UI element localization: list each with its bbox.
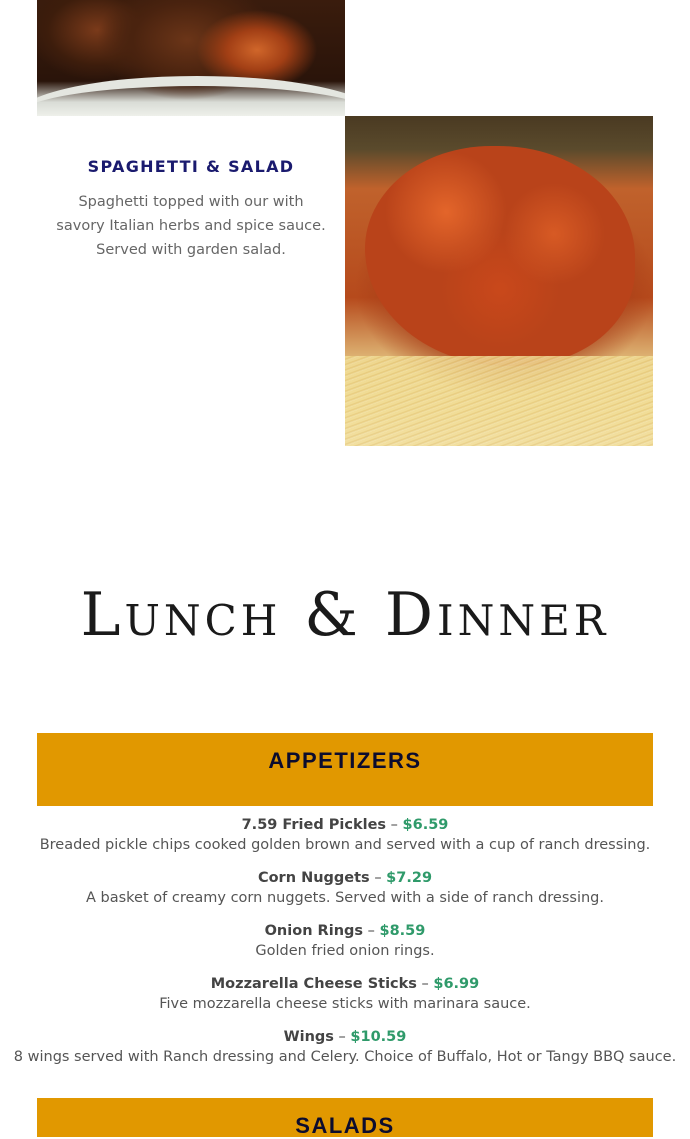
item-name: Onion Rings — [264, 923, 364, 939]
item-separator: – — [367, 923, 375, 939]
category-label: APPETIZERS — [268, 748, 422, 773]
beef-stew-photo — [37, 0, 345, 116]
item-price: $8.59 — [379, 923, 426, 939]
menu-item — [0, 1026, 690, 1079]
item-description: A basket of creamy corn nuggets. Served with a side of ranch dressing. — [86, 890, 604, 906]
dish-description: Spaghetti topped with our with savory Italian herbs and spice sauce. Served with garden salad. — [56, 194, 326, 258]
item-price: $7.29 — [386, 870, 433, 886]
item-separator: – — [421, 976, 429, 992]
menu-item — [0, 920, 690, 973]
appetizer-list — [0, 814, 690, 1079]
item-separator: – — [374, 870, 382, 886]
item-name: 7.59 Fried Pickles — [241, 817, 387, 833]
item-price: $6.99 — [433, 976, 480, 992]
item-separator: – — [338, 1029, 346, 1045]
sauce-topping — [365, 146, 635, 366]
item-name: Wings — [283, 1029, 334, 1045]
category-bar-salads — [37, 1098, 653, 1137]
item-description: Breaded pickle chips cooked golden brown and served with a cup of ranch dressing. — [39, 837, 651, 853]
category-bar-appetizers — [37, 733, 653, 806]
item-name: Mozzarella Cheese Sticks — [210, 976, 417, 992]
category-label: SALADS — [295, 1113, 395, 1138]
spaghetti-photo — [345, 116, 653, 446]
noodles — [345, 356, 653, 446]
item-description: 8 wings served with Ranch dressing and Celery. Choice of Buffalo, Hot or Tangy BBQ sauce. — [13, 1049, 677, 1065]
featured-dish-card — [37, 116, 345, 262]
section-heading: Lunch & Dinner — [80, 580, 610, 650]
item-description: Golden fried onion rings. — [255, 943, 435, 959]
menu-item — [0, 814, 690, 867]
item-name: Corn Nuggets — [257, 870, 370, 886]
item-separator: – — [390, 817, 398, 833]
menu-item — [0, 973, 690, 1026]
bowl-rim — [37, 76, 345, 116]
item-description: Five mozzarella cheese sticks with marinara sauce. — [159, 996, 531, 1012]
dish-title: SPAGHETTI & SALAD — [87, 157, 295, 176]
item-price: $6.59 — [402, 817, 449, 833]
menu-item — [0, 867, 690, 920]
item-price: $10.59 — [350, 1029, 407, 1045]
